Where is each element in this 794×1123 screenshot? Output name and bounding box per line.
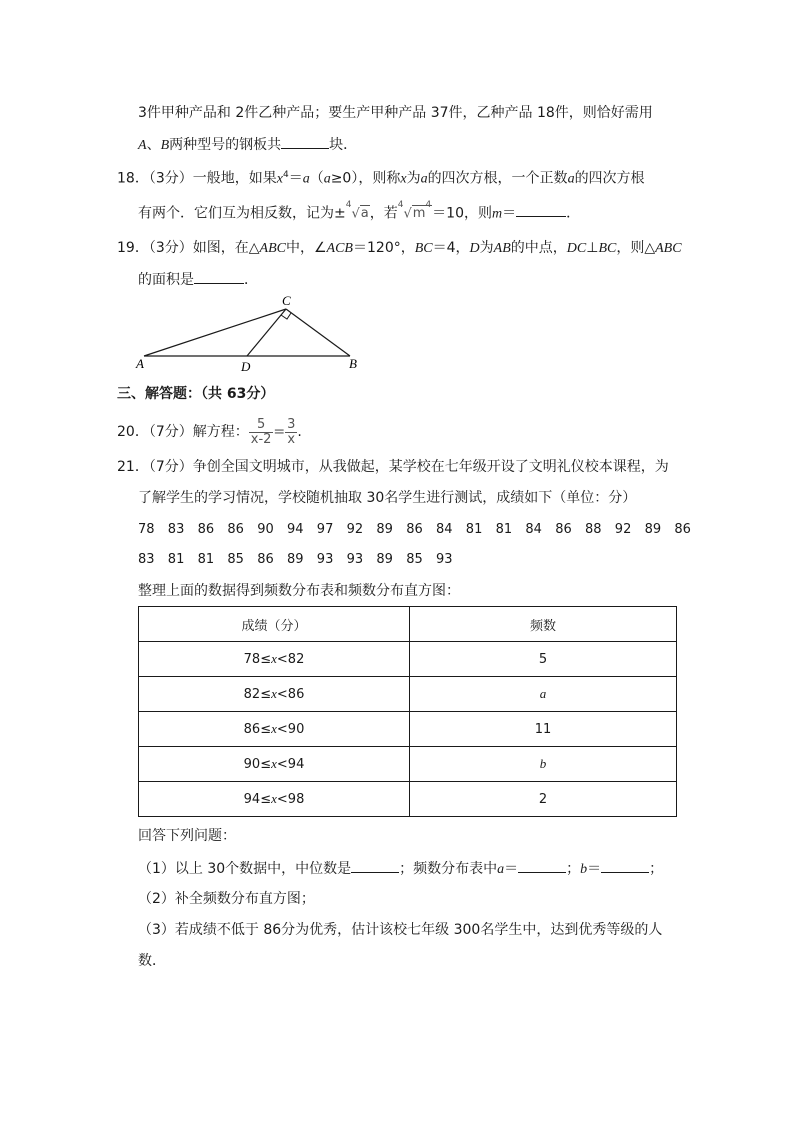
score-value: 86 (197, 522, 215, 537)
score-value: 89 (287, 552, 304, 567)
part1-text: （1）以上 30个数据中，中位数是 (138, 861, 352, 877)
paren-open: （ (309, 170, 324, 187)
a-blank[interactable] (518, 858, 566, 873)
rel: ≤ (260, 652, 272, 667)
answer-blank[interactable] (194, 269, 244, 284)
q19-text2: 中，∠ (285, 240, 327, 256)
root-index: 4 (397, 200, 404, 210)
range-hi: 82 (287, 652, 305, 667)
q18-text3: 的四次方根，一个正数 (427, 170, 568, 187)
table-row (139, 747, 677, 782)
score-value: 85 (227, 552, 244, 567)
q18-number: 18． (117, 170, 149, 187)
rel: ≤ (260, 722, 272, 737)
part1-text2: ；频数分布表中 (399, 861, 498, 877)
frequency-cell: a (410, 677, 677, 712)
q18-line2 (138, 200, 580, 224)
numerator: 5 (249, 418, 274, 433)
range-hi: 90 (287, 722, 305, 737)
rel: ≤ (260, 792, 272, 807)
range-cell (139, 712, 410, 747)
var-a: a (497, 862, 505, 877)
range-hi: 94 (287, 757, 305, 772)
q19-text6: 的中点， (510, 240, 567, 256)
q17-continued-line1: 3件甲种产品和 2件乙种产品；要生产甲种产品 37件，乙种产品 18件，则恰好需用 (138, 105, 653, 121)
q19-line1 (117, 238, 682, 259)
score-value: 85 (406, 552, 423, 567)
scores-row-1 (138, 522, 698, 542)
score-value: 90 (257, 522, 274, 537)
side-cb (286, 309, 350, 356)
table-row (139, 712, 677, 747)
score-value: 81 (465, 522, 483, 537)
var-x: x (400, 171, 407, 187)
q18-score: （3分） (148, 170, 193, 187)
var-x: x (276, 171, 283, 187)
root-index: 4 (345, 200, 352, 210)
q18-text4: 的四次方根 (574, 170, 645, 187)
equals: ＝ (502, 205, 517, 222)
score-value: 89 (376, 522, 393, 537)
range-cell (139, 782, 410, 817)
equals: ＝ (504, 861, 519, 877)
var-b: b (580, 862, 588, 877)
rel: < (276, 687, 288, 702)
q20-number: 20． (117, 424, 149, 440)
q21-number: 21． (117, 459, 149, 475)
q19-score: （3分） (148, 240, 193, 256)
radicand: a (360, 206, 369, 222)
score-value: 86 (674, 522, 691, 537)
label-a: A (138, 138, 147, 153)
b-blank[interactable] (601, 858, 649, 873)
score-value: 97 (316, 522, 334, 537)
denominator: x (287, 431, 296, 447)
angle-acb: ACB (326, 241, 353, 256)
equals: = (273, 424, 286, 440)
var-a: a (420, 171, 428, 187)
triangle-figure (130, 292, 370, 376)
score-value: 89 (376, 552, 393, 567)
q18-text1: 一般地，如果 (192, 170, 277, 187)
q21-part1 (138, 858, 663, 880)
q19-text7: ，则△ (616, 240, 656, 256)
vertex-c-label: C (282, 293, 291, 308)
q18-cond: ≥0），则称 (330, 170, 401, 187)
q17-continued-line2 (138, 134, 357, 156)
q19-line2 (138, 269, 258, 290)
table-header-row (139, 607, 677, 642)
score-value: 86 (257, 552, 274, 567)
var-a: a (302, 171, 310, 187)
score-value: 92 (614, 522, 632, 537)
q19-text4: ＝4， (432, 240, 470, 256)
range-hi: 86 (287, 687, 305, 702)
fourth-root-a: $^4$√a (345, 200, 369, 222)
section-3-heading: 三、解答题：（共 63分） (117, 386, 275, 402)
answer-blank[interactable] (281, 134, 329, 149)
fourth-root-m4: $^4√m^4$ (397, 200, 432, 222)
rel: ≤ (260, 687, 272, 702)
q18-line2-text: 有两个．它们互为相反数，记为± (138, 205, 346, 222)
score-value: 83 (167, 522, 185, 537)
q19-text1: 如图，在△ (192, 240, 260, 256)
score-value: 81 (197, 552, 215, 567)
q19-end: ． (244, 272, 258, 288)
q21-line2: 了解学生的学习情况，学校随机抽取 30名学生进行测试，成绩如下（单位：分） (138, 490, 637, 506)
range-lo: 86 (243, 722, 261, 737)
median-blank[interactable] (351, 858, 399, 873)
q20-end: . (297, 424, 302, 440)
var-a: a (567, 171, 575, 187)
fraction-lhs (249, 418, 274, 447)
score-value: 83 (138, 552, 155, 567)
q21-text1: 争创全国文明城市，从我做起，某学校在七年级开设了文明礼仪校本课程，为 (192, 459, 669, 475)
header-score: 成绩（分） (139, 607, 410, 642)
q19-text5: 为 (479, 240, 494, 256)
table-row (139, 677, 677, 712)
range-hi: 98 (287, 792, 305, 807)
var-m: m (492, 206, 503, 222)
perp-symbol: ⊥ (586, 240, 599, 256)
var-x: x (271, 721, 277, 736)
range-lo: 90 (243, 757, 261, 772)
header-frequency: 频数 (410, 607, 677, 642)
rel: < (276, 652, 288, 667)
range-cell (139, 677, 410, 712)
fraction-rhs (285, 418, 297, 447)
answer-prompt: 回答下列问题： (138, 828, 236, 844)
score-value: 81 (495, 522, 513, 537)
score-value: 86 (227, 522, 244, 537)
q20-score: （7分） (148, 424, 193, 440)
power-4: 4 (282, 170, 289, 180)
numerator: 3 (287, 416, 296, 432)
var-x: x (271, 686, 277, 701)
segment-ab: AB (493, 241, 511, 256)
score-value: 89 (644, 522, 662, 537)
separator: ； (566, 861, 581, 877)
score-value: 78 (138, 522, 155, 537)
q18-text2: 为 (406, 170, 421, 187)
rel: < (276, 757, 288, 772)
score-value: 84 (436, 522, 453, 537)
frequency-cell: b (410, 747, 677, 782)
range-cell (139, 747, 410, 782)
table-row (139, 782, 677, 817)
rel: < (276, 792, 288, 807)
score-value: 93 (436, 552, 453, 567)
rel: < (276, 722, 288, 737)
q21-part3-line2: 数． (138, 953, 166, 969)
equals: ＝ (288, 170, 303, 187)
radicand-power: 4 (425, 200, 432, 210)
frequency-table (138, 606, 677, 817)
frequency-cell: 5 (410, 642, 677, 677)
score-value: 94 (287, 522, 304, 537)
q21-part2: （2）补全频数分布直方图； (138, 891, 315, 907)
score-value: 92 (346, 522, 364, 537)
score-value: 86 (555, 522, 572, 537)
frequency-cell: 2 (410, 782, 677, 817)
q17-text: 两种型号的钢板共 (169, 137, 282, 153)
var-x: x (271, 756, 277, 771)
segment-bc: BC (414, 241, 433, 256)
segment-bc: BC (598, 241, 617, 256)
score-value: 93 (346, 552, 364, 567)
answer-blank[interactable] (516, 202, 566, 217)
triangle-abc: ABC (655, 241, 682, 256)
q21-score: （7分） (148, 459, 193, 475)
q20-line (117, 417, 302, 447)
q21-part3-line1: （3）若成绩不低于 86分为优秀，估计该校七年级 300名学生中，达到优秀等级的人 (138, 922, 663, 938)
equals: ＝ (587, 861, 602, 877)
q19-line2-text: 的面积是 (138, 272, 194, 288)
q18-end: ． (566, 205, 581, 222)
var-a: a (323, 171, 331, 187)
radicand-m: m (412, 206, 426, 222)
var-x: x (271, 651, 277, 666)
score-value: 93 (316, 552, 334, 567)
range-lo: 82 (243, 687, 261, 702)
q18-text5: ，若 (369, 205, 398, 222)
q19-number: 19． (117, 240, 149, 256)
vertex-b-label: B (349, 356, 357, 371)
side-ac (144, 309, 286, 356)
part1-end: ； (649, 861, 664, 877)
rel: ≤ (260, 757, 272, 772)
range-lo: 94 (243, 792, 261, 807)
q20-text: 解方程： (192, 424, 249, 440)
q21-line1 (117, 457, 669, 477)
score-value: 88 (585, 522, 602, 537)
frequency-cell: 11 (410, 712, 677, 747)
var-x: x (271, 791, 277, 806)
range-lo: 78 (243, 652, 261, 667)
q18-line1 (117, 165, 645, 190)
score-value: 81 (167, 552, 185, 567)
separator: 、 (146, 137, 161, 153)
q17-end: 块． (329, 137, 358, 153)
table-row (139, 642, 677, 677)
point-d: D (469, 241, 480, 256)
score-value: 84 (525, 522, 542, 537)
point-d-label: D (241, 359, 251, 374)
range-cell (139, 642, 410, 677)
scores-row-2 (138, 552, 698, 572)
vertex-a-label: A (136, 356, 144, 371)
q18-eq10: ＝10，则 (432, 205, 492, 222)
score-value: 86 (406, 522, 423, 537)
triangle-abc: ABC (259, 241, 286, 256)
table-intro: 整理上面的数据得到频数分布表和频数分布直方图： (138, 583, 460, 599)
denominator: x-2 (250, 431, 272, 447)
q19-text3: ＝120°， (353, 240, 415, 256)
label-b: B (160, 138, 170, 153)
segment-dc: DC (566, 241, 587, 256)
